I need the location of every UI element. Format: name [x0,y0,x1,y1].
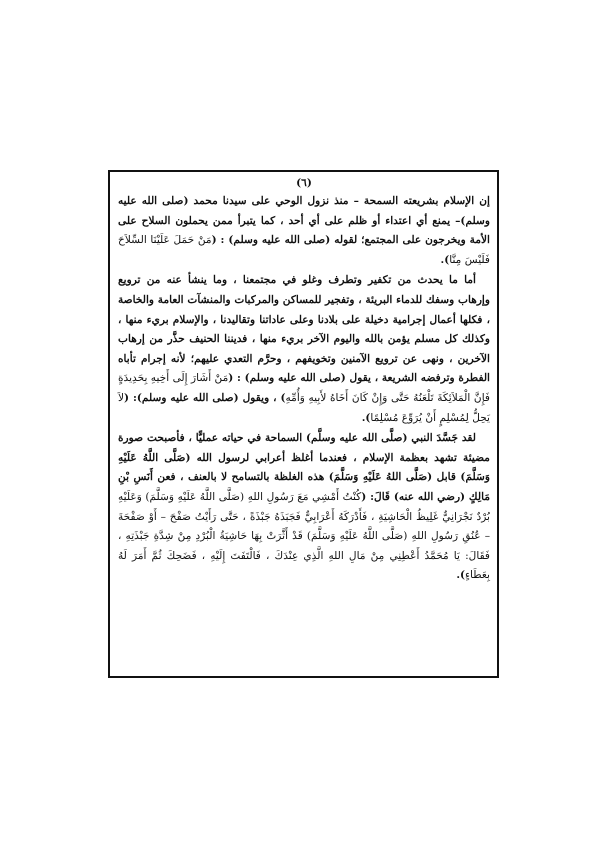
hadith-quote: كُنْتُ أَمْشِي مَعَ رَسُولِ اللهِ (صَلَّى اللَّهُ عَلَيْهِ وَسَلَّمَ) وَعَلَيْهِ بُرْدٌ نَجْرَانِيٌّ غَلِيظُ الْحَاشِيَةِ ، فَأَدْرَكَهُ أَعْرَابِيٌّ فَجَبَذَهُ جَبْذَةً ، حَتَّى رَأَيْتُ صَفْحَ – أَوْ صَفْحَةَ – عُنُقِ رَسُولِ اللهِ (صَلَّى اللَّهُ عَلَيْهِ وَسَلَّمَ) قَدْ أَثَّرَتْ بِهَا حَاشِيَةُ الْبُرْدِ مِنْ شِدَّةِ جَبْذَتِهِ ، فَقَالَ: يَا مُحَمَّدُ أَعْطِنِي مِنْ مَالِ اللهِ الَّذِي عِنْدَكَ ، فَالْتَفَتَ إِلَيْهِ ، فَضَحِكَ ثُمَّ أَمَرَ لَهُ بِعَطَاءٍ [118,490,490,582]
paragraph-text: ). [361,411,371,424]
paragraph-text: ). [440,253,450,266]
paragraph-text: ). [456,569,466,582]
paragraph-text: إن الإسلام بشريعته السمحة – منذ نزول الوحي على سيدنا محمد (صلى الله عليه وسلم)– يمنع أي اعتداء أو ظلم على أي أحد ، كما يتبرأ ممن يحملون السلاح على الأمة ويخرجون على المجتمع؛ لقوله (صلى الله عليه وسلم) : ( [118,195,490,247]
paragraph-1 [118,192,490,270]
hadith-quote: مَنْ أَشَارَ إِلَى أَخِيهِ بِحَدِيدَةٍ فَإِنَّ الْمَلاَئِكَةَ تَلْعَنُهُ حَتَّى وَإِنْ كَانَ أَخَاهُ لأَبِيهِ وَأُمِّهِ [118,372,490,404]
page-number: (٦) [296,177,312,189]
paragraph-text: ) ، ويقول (صلى الله عليه وسلم): ( [124,391,286,404]
page-content [118,174,490,587]
hadith-quote: مَنْ حَمَلَ عَلَيْنَا السِّلاَحَ فَلَيْسَ مِنَّا [118,234,490,266]
paragraph-text: أما ما يحدث من تكفير وتطرف وغلو في مجتمعنا ، وما ينشأ عنه من ترويع وإرهاب وسفك للدماء البريئة ، وتفجير للمساكن والمركبات والمنشآت العامة والخاصة ، فكلها أعمال إجرامية دخيلة على بلادنا وعلى عاداتنا وتقاليدنا ، والإسلام بريء منها ، وكذلك كل مسلم يؤمن بالله واليوم الآخر بريء منها ، فديننا الحنيف حذَّر من إرهاب الآخرين ، ونهى عن ترويع الآمنين وتخويفهم ، وحرَّم التعدي عليهم؛ لأنه إجرام تأباه الفطرة وترفضه الشريعة ، يقول (صلى الله عليه وسلم) : ( [118,274,490,385]
paragraph-3 [118,429,490,586]
hadith-quote: لاَ يَحِلُّ لِمُسْلِمٍ أَنْ يُرَوِّعَ مُسْلِمًا [118,391,490,424]
paragraph-text: لقد جَسَّدَ النبي (صلَّى الله عليه وسلَّم) السماحة في حياته عمليًّا ، فأصبحت صورة مضيئة تشهد بعظمة الإسلام ، فعندما أغلظ أعرابي لرسول الله (صَلَّى اللَّهُ عَلَيْهِ وَسَلَّمَ) قابل (صَلَّى اللهُ عَلَيْهِ وَسَلَّمَ) هذه الغلظة بالتسامح لا بالعنف ، فعن أَنَسِ بْنِ مَالِكٍ (رضي الله عنه) قَالَ: ( [118,432,490,503]
paragraph-2 [118,271,490,428]
